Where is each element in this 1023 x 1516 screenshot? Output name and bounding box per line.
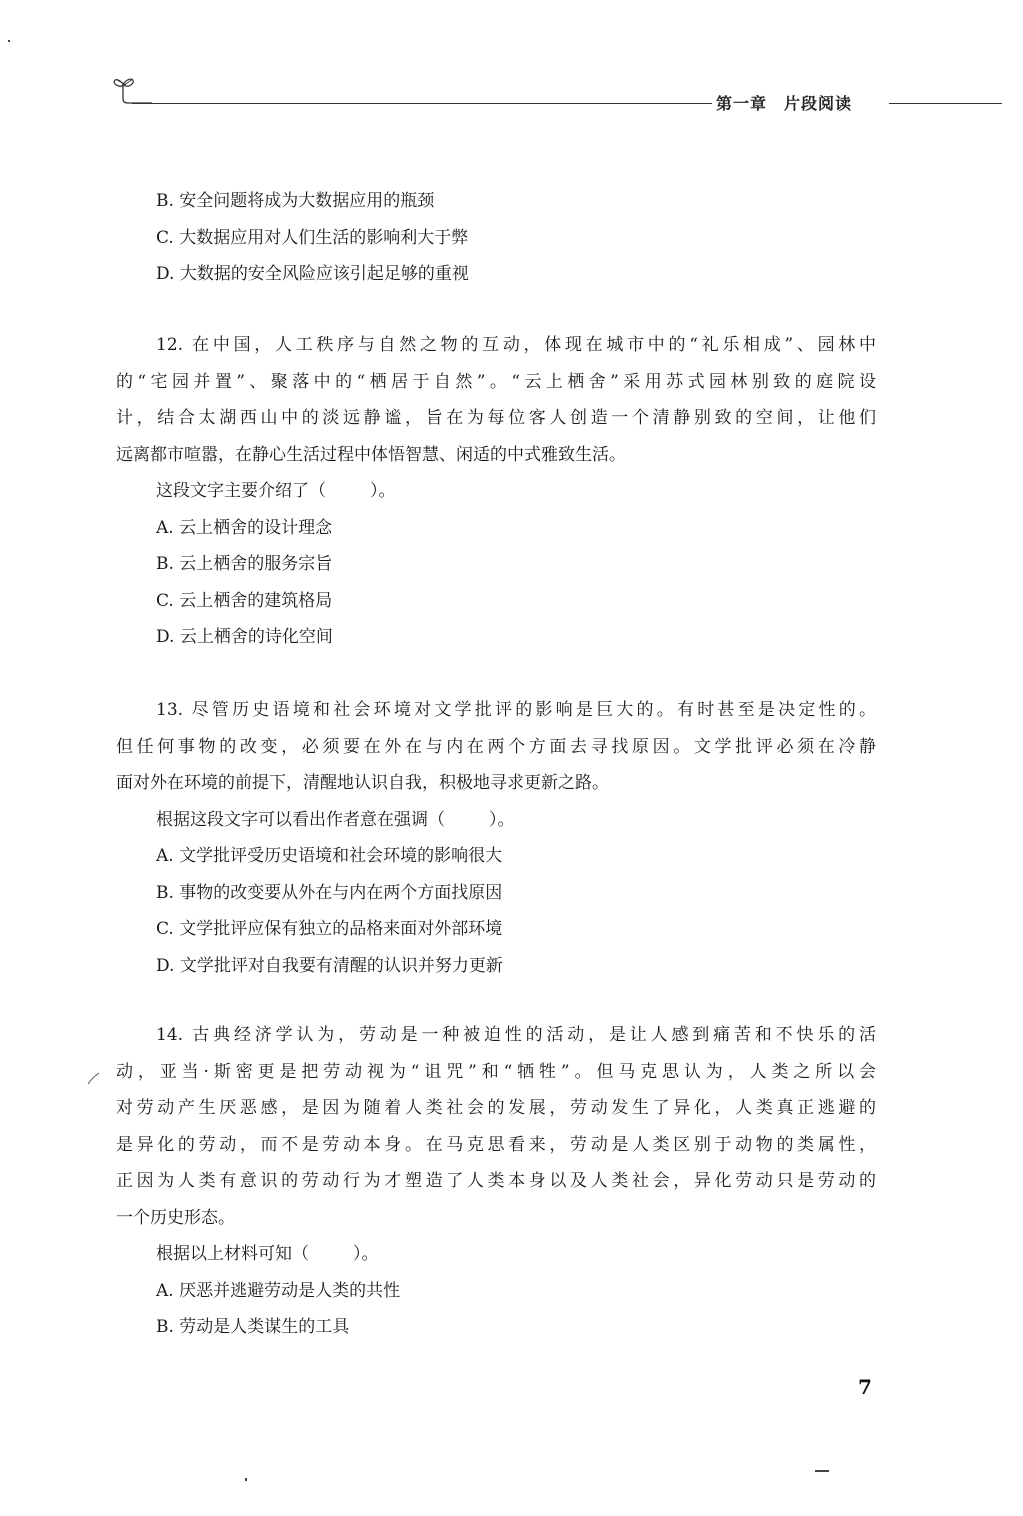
scan-speck	[245, 1478, 247, 1481]
option-b: B. 事物的改变要从外在与内在两个方面找原因	[156, 882, 503, 903]
passage-line: 但任何事物的改变，必须要在外在与内在两个方面去寻找原因。文学批评必须在冷静	[116, 736, 876, 757]
page-number: 7	[858, 1375, 872, 1399]
passage-line: 动，亚当·斯密更是把劳动视为“诅咒”和“牺牲”。但马克思认为，人类之所以会	[116, 1061, 876, 1082]
question-prompt	[116, 802, 876, 839]
question-13	[116, 692, 876, 984]
prompt-text: 根据这段文字可以看出作者意在强调（	[156, 809, 445, 830]
prompt-end: ）。	[353, 1244, 379, 1264]
passage-line: 的“宅园并置”、聚落中的“栖居于自然”。“云上栖舍”采用苏式园林别致的庭院设	[116, 371, 876, 392]
passage-line: 13. 尽管历史语境和社会环境对文学批评的影响是巨大的。有时甚至是决定性的。	[156, 700, 876, 720]
passage-line: 正因为人类有意识的劳动行为才塑造了人类本身以及人类社会，异化劳动只是劳动的	[116, 1171, 876, 1191]
option-c: C. 大数据应用对人们生活的影响利大于弊	[156, 227, 469, 248]
option-b: B. 安全问题将成为大数据应用的瓶颈	[156, 191, 435, 211]
option-a: A. 厌恶并逃避劳动是人类的共性	[156, 1280, 401, 1301]
option-a: A. 云上栖舍的设计理念	[156, 517, 333, 538]
passage-line: 计，结合太湖西山中的淡远静谧，旨在为每位客人创造一个清静别致的空间，让他们	[116, 408, 876, 428]
question-12	[116, 327, 876, 656]
passage-line: 12. 在中国，人工秩序与自然之物的互动，体现在城市中的“礼乐相成”、园林中	[156, 335, 876, 355]
passage-line: 14. 古典经济学认为，劳动是一种被迫性的活动，是让人感到痛苦和不快乐的活	[156, 1025, 876, 1045]
option-b: B. 劳动是人类谋生的工具	[156, 1317, 350, 1337]
passage-line: 一个历史形态。	[116, 1207, 235, 1228]
option-d: D. 文学批评对自我要有清醒的认识并努力更新	[156, 955, 503, 976]
chapter-title: 第一章 片段阅读	[712, 91, 856, 114]
pencil-mark	[86, 1070, 102, 1086]
option-c: C. 云上栖舍的建筑格局	[156, 590, 333, 611]
question-14	[116, 1017, 876, 1346]
passage-line: 对劳动产生厌恶感，是因为随着人类社会的发展，劳动发生了异化，人类真正逃避的	[116, 1098, 876, 1118]
running-header	[112, 72, 1002, 112]
prompt-text: 根据以上材料可知（	[156, 1244, 309, 1264]
passage-line: 远离都市喧嚣，在静心生活过程中体悟智慧、闲适的中式雅致生活。	[116, 444, 626, 465]
previous-question-options	[116, 183, 876, 293]
scan-speck	[815, 1470, 829, 1472]
option-d: D. 大数据的安全风险应该引起足够的重视	[156, 264, 469, 284]
option-d: D. 云上栖舍的诗化空间	[156, 627, 333, 647]
header-rule-right	[889, 103, 1002, 104]
prompt-end: ）。	[370, 481, 396, 501]
prompt-end: ）。	[489, 809, 515, 830]
option-c: C. 文学批评应保有独立的品格来面对外部环境	[156, 919, 503, 939]
scan-speck	[8, 40, 10, 42]
option-b: B. 云上栖舍的服务宗旨	[156, 554, 333, 574]
question-prompt	[116, 1236, 876, 1273]
prompt-text: 这段文字主要介绍了（	[156, 481, 326, 501]
question-prompt	[116, 473, 876, 510]
option-a: A. 文学批评受历史语境和社会环境的影响很大	[156, 846, 503, 866]
passage-line: 面对外在环境的前提下，清醒地认识自我，积极地寻求更新之路。	[116, 773, 609, 793]
passage-line: 是异化的劳动，而不是劳动本身。在马克思看来，劳动是人类区别于动物的类属性，	[116, 1134, 876, 1155]
